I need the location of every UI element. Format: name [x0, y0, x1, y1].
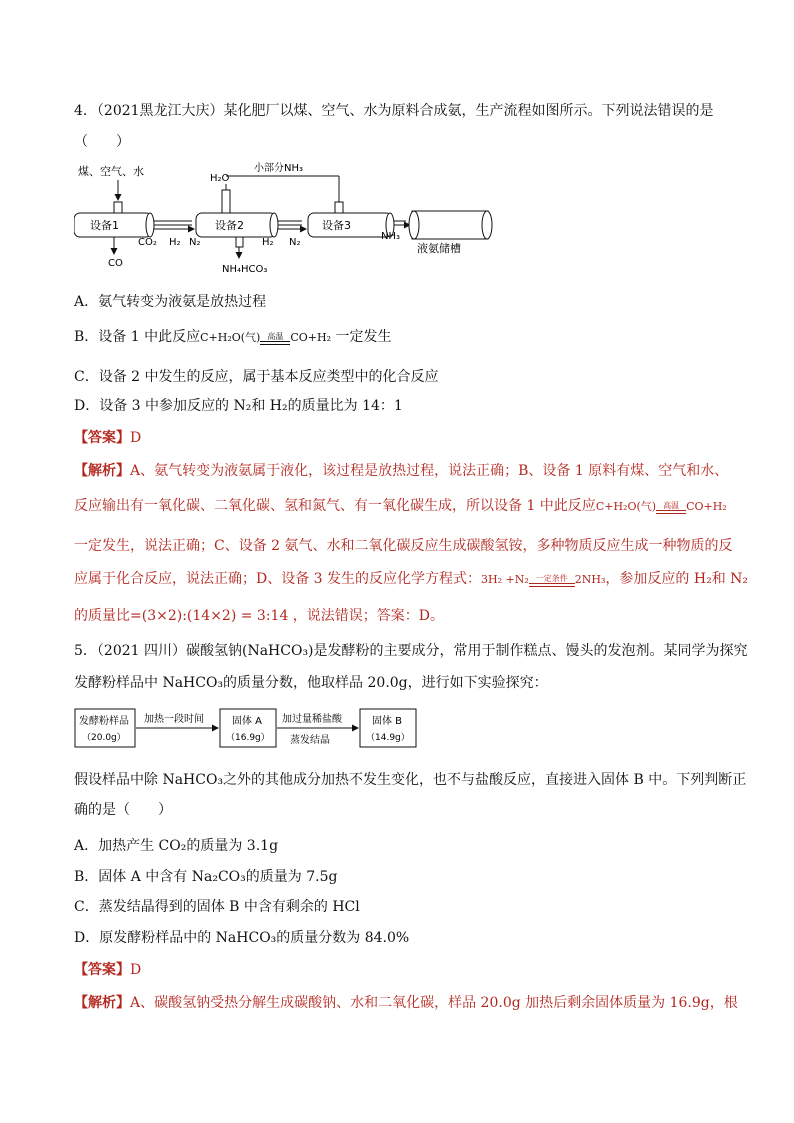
q4-option-d: D．设备 3 中参加反应的 N₂和 H₂的质量比为 14：1	[74, 398, 403, 414]
svg-text:H₂: H₂	[262, 237, 274, 248]
q4-answer: 【答案】D	[74, 430, 142, 446]
q5-answer: 【答案】D	[74, 962, 142, 978]
svg-text:液氨储槽: 液氨储槽	[417, 242, 461, 255]
svg-text:H₂: H₂	[169, 237, 181, 248]
q4-out-nh4hco3: NH₄HCO₃	[222, 264, 268, 275]
q4-h2o: H₂O	[210, 173, 230, 184]
q4-recycle-label: 小部分NH₃	[254, 163, 304, 174]
q5-stem-line1: 5．（2021 四川）碳酸氢钠(NaHCO₃)是发酵粉的主要成分，常用于制作糕点、馒头的发泡剂。某同学为探究	[74, 643, 748, 659]
svg-text:设备3: 设备3	[322, 219, 351, 232]
q5-experiment-flow	[74, 708, 424, 750]
svg-text:设备2: 设备2	[215, 219, 244, 232]
q5-option-a: A．加热产生 CO₂的质量为 3.1g	[74, 838, 279, 854]
device-2	[196, 213, 278, 237]
svg-text:（20.0g）: （20.0g）	[82, 733, 126, 743]
q5-paragraph-line1: 假设样品中除 NaHCO₃之外的其他成分加热不发生变化，也不与盐酸反应，直接进入固体 B 中。下列判断正	[74, 772, 747, 788]
liquid-ammonia-tank	[409, 211, 492, 255]
q4-option-b: B．设备 1 中此反应C+H₂O(气) 高温 CO+H₂ 一定发生	[74, 329, 392, 345]
q5-stem-line2: 发酵粉样品中 NaHCO₃的质量分数，他取样品 20.0g，进行如下实验探究：	[74, 675, 548, 691]
q4-input-label: 煤、空气、水	[78, 165, 144, 178]
q4-stem-line1: 4．（2021黑龙江大庆）某化肥厂以煤、空气、水为原料合成氨，生产流程如图所示。下列说法错误的是	[74, 103, 714, 119]
q5-option-c: C．蒸发结晶得到的固体 B 中含有剩余的 HCl	[74, 899, 360, 915]
svg-text:CO₂: CO₂	[138, 237, 157, 248]
svg-text:（14.9g）: （14.9g）	[366, 733, 410, 743]
q4-process-diagram	[74, 158, 494, 280]
svg-text:设备1: 设备1	[90, 219, 119, 232]
svg-text:N₂: N₂	[189, 237, 201, 248]
svg-text:N₂: N₂	[289, 237, 301, 248]
q5-analysis-line1: 【解析】A、碳酸氢钠受热分解生成碳酸钠、水和二氧化碳，样品 20.0g 加热后剩余固体质量为 16.9g，根	[74, 995, 738, 1011]
q4-option-c: C．设备 2 中发生的反应，属于基本反应类型中的化合反应	[74, 369, 439, 385]
device-1	[74, 213, 154, 237]
svg-text:发酵粉样品: 发酵粉样品	[79, 716, 129, 727]
q4-analysis-line5: 的质量比=(3×2):(14×2) = 3:14 ，说法错误；答案：D。	[74, 608, 445, 624]
q4-analysis-line2: 反应输出有一氧化碳、二氧化碳、氢和氮气、有一氧化碳生成，所以设备 1 中此反应C+H₂O(气) 高温 CO+H₂	[74, 498, 727, 514]
svg-text:固体 B: 固体 B	[372, 716, 403, 727]
q5-option-d: D．原发酵粉样品中的 NaHCO₃的质量分数为 84.0%	[74, 930, 410, 946]
q4-stem-line2: （ ）	[74, 134, 130, 150]
q5-paragraph-line2: 确的是（ ）	[74, 802, 172, 818]
q4-out-co: CO	[108, 258, 123, 269]
q4-analysis-line3: 一定发生，说法正确；C、设备 2 氨气、水和二氧化碳反应生成碳酸氢铵，多种物质反应生成一种物质的反	[74, 538, 733, 554]
q4-analysis-line1: 【解析】A、氨气转变为液氨属于液化，该过程是放热过程，说法正确；B、设备 1 原料有煤、空气和水、	[74, 463, 729, 479]
svg-text:加过量稀盐酸: 加过量稀盐酸	[282, 714, 342, 725]
svg-text:加热一段时间: 加热一段时间	[144, 714, 204, 725]
q5-option-b: B．固体 A 中含有 Na₂CO₃的质量为 7.5g	[74, 869, 338, 885]
q4-option-a: A．氨气转变为液氨是放热过程	[74, 294, 267, 310]
svg-text:NH₃: NH₃	[381, 231, 401, 242]
svg-text:蒸发结晶: 蒸发结晶	[290, 735, 330, 746]
svg-text:（16.9g）: （16.9g）	[226, 733, 270, 743]
q4-analysis-line4: 应属于化合反应，说法正确；D、设备 3 发生的反应化学方程式：3H₂ +N₂ 一定条件 2NH₃，参加反应的 H₂和 N₂	[74, 571, 749, 587]
svg-text:固体 A: 固体 A	[232, 716, 263, 727]
